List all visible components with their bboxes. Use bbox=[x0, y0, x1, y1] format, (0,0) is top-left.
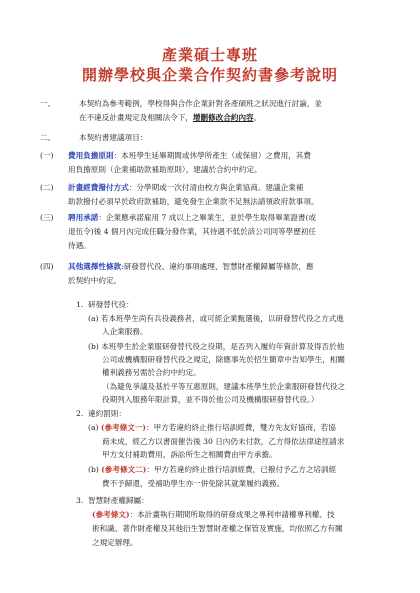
item-line: 待遇。 bbox=[68, 241, 91, 250]
item-number: (三) bbox=[40, 213, 54, 222]
section-text: 本契約書建議項目： bbox=[79, 133, 148, 142]
item-heading: 計畫經費撥付方式 bbox=[68, 183, 129, 192]
text-run: ：本班學生延畢期間或休學所產生（或保留）之費用，其費 bbox=[113, 151, 311, 160]
item-line: 於契約中約定。 bbox=[68, 276, 122, 285]
item-number: (四) bbox=[40, 262, 54, 271]
subitem-heading: 智慧財產權歸屬： bbox=[88, 496, 149, 505]
reference-tag: (參考條文) bbox=[92, 510, 130, 519]
item-line bbox=[68, 151, 311, 161]
item-line bbox=[68, 213, 316, 223]
text-run: 。 bbox=[253, 113, 262, 122]
text-run: ：甲方若違約終止推行培訓經費，已撥付予乙方之培訓經 bbox=[146, 465, 337, 474]
subitem-heading: 違約罰則： bbox=[88, 409, 126, 418]
clause-line: 商未成，經乙方以書面催告後 30 日內仍未付款，乙方得依法律途徑請求 bbox=[102, 437, 345, 446]
item-line: 退伍令)後 4 個月內完成任職分發作業，其待遇不低於該公司同等學歷初任 bbox=[68, 227, 317, 236]
reference-tag: (參考條文一) bbox=[100, 423, 147, 432]
clause-line: (b) 本班學生於企業服研發替代役之役期，是否列入履約年資計算及得否於他 bbox=[88, 342, 345, 351]
item-number: (二) bbox=[40, 183, 54, 192]
text-run: ：企業應承諾雇用 7 成以上之畢業生，並於學生取得畢業證書(或 bbox=[98, 213, 317, 222]
reference-tag: (參考條文二) bbox=[101, 465, 147, 474]
section-number: 一、 bbox=[40, 99, 56, 108]
document-title: 產業碩士專班 bbox=[161, 46, 258, 64]
item-line: 助款撥付必須早於政府款補助，避免發生企業款不足無法請領政府款事項。 bbox=[68, 197, 319, 206]
item-line: 用負擔原則（企業補助款補助原則），建議於合約中約定。 bbox=[68, 165, 262, 174]
clause-line: 術和識、著作財產權及其他衍生智慧財產權之保管及實施，均依照乙方有關 bbox=[92, 524, 343, 533]
note-line: （為避免爭議及基於平等互惠原則，建議本班學生於企業服研發替代役之 bbox=[102, 382, 345, 391]
section-text: 本契約為參考範例，學校得與合作企業針對各產碩班之狀況進行討論，並 bbox=[79, 99, 322, 108]
text-run: 在不違反計畫規定及相關法令下， bbox=[79, 113, 193, 122]
section-text-line bbox=[79, 113, 261, 123]
section-number: 二、 bbox=[40, 133, 56, 142]
item-heading: 其他選擇性條款 bbox=[68, 262, 122, 271]
clause-line: 甲方支付補助費用，訴訟所生之相關費由甲方承擔。 bbox=[102, 450, 277, 459]
clause-line: (a) (參考條文一)：甲方若違約終止推行培訓經費，雙方先友好協商，若協 bbox=[88, 423, 336, 432]
item-heading: 費用負擔原則 bbox=[68, 151, 114, 160]
clause-line: (a) 若本班學生尚有兵役義務者，或可經企業甄選後，以研發替代役之方式進 bbox=[88, 314, 344, 323]
subitem-heading: 研發替代役： bbox=[88, 300, 134, 309]
subitem-number: 2. bbox=[76, 409, 84, 418]
document-subtitle: 開辦學校與企業合作契約書參考說明 bbox=[81, 66, 338, 84]
text-run: ：本計畫執行期間所取得的研發成果之專利申請權專利權、技 bbox=[129, 510, 335, 519]
clause-line: 入企業服務。 bbox=[102, 327, 148, 336]
emphasis-text: 增刪修改合約內容 bbox=[192, 113, 254, 122]
item-line bbox=[68, 262, 314, 272]
clause-line: 之規定辦理。 bbox=[92, 538, 138, 547]
item-number: (一) bbox=[40, 151, 54, 160]
item-heading: 聘用承諾 bbox=[68, 213, 99, 222]
subitem-number: 1. bbox=[76, 300, 84, 309]
text-run: ：分學期或一次付清由校方與企業協商。建議企業補 bbox=[128, 183, 304, 192]
text-run: :研發替代役、違約事項處理、智慧財產權歸屬等條款，應 bbox=[121, 262, 314, 271]
clause-line: 權利義務另需於合約中約定。 bbox=[102, 368, 201, 377]
note-line: 役期列入服務年限計算，並不得於他公司及機構服研發替代役。） bbox=[102, 395, 319, 404]
clause-line: (b) (參考條文二)：甲方若違約終止推行培訓經費，已撥付予乙方之培訓經 bbox=[88, 465, 337, 474]
clause-line: 費不予歸還，受補助學生亦一併免除其就業履約義務。 bbox=[102, 479, 285, 488]
item-line bbox=[68, 183, 303, 193]
clause-line: 公司或機構服研發替代役之規定，除應事先於招生簡章中告知學生，相關 bbox=[102, 355, 345, 364]
clause-line bbox=[92, 510, 335, 520]
text-run: ：甲方若違約終止推行培訓經費，雙方先友好協商，若協 bbox=[146, 423, 336, 432]
subitem-number: 3. bbox=[76, 496, 84, 505]
